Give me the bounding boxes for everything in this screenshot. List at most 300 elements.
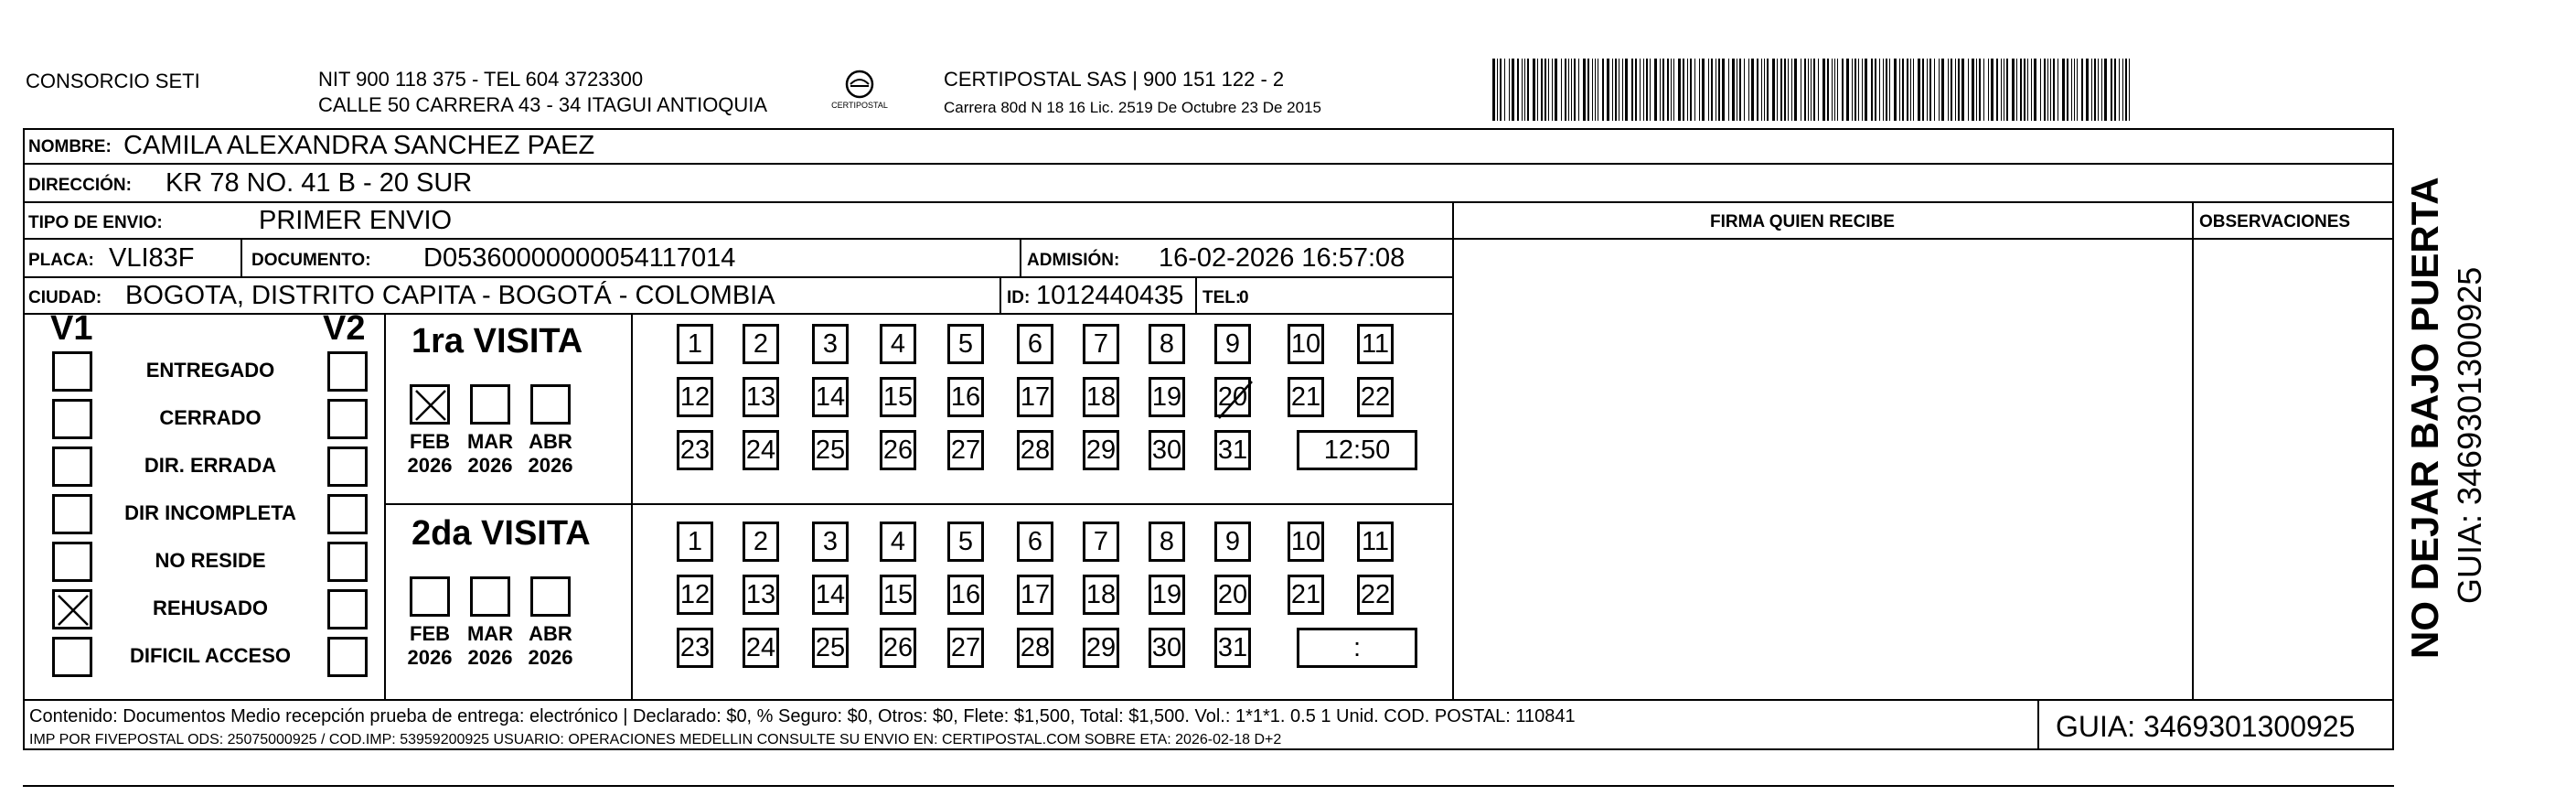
barcode-bar: [2104, 59, 2107, 121]
day-box[interactable]: 29: [1083, 628, 1119, 668]
day-box[interactable]: 13: [743, 575, 779, 615]
day-box[interactable]: 26: [880, 430, 916, 470]
side-guia: GUIA: 3469301300925: [2451, 266, 2488, 604]
barcode-bar: [2125, 59, 2127, 121]
barcode-bar: [2050, 59, 2051, 121]
barcode-bar: [1972, 59, 1974, 121]
time-box[interactable]: :: [1297, 628, 1417, 668]
day-box[interactable]: 16: [947, 377, 984, 417]
barcode-bar: [1822, 59, 1825, 121]
status-label: DIR. ERRADA: [144, 454, 277, 477]
v2-checkbox[interactable]: [327, 399, 368, 439]
day-box[interactable]: 6: [1017, 324, 1053, 364]
barcode-bar: [2071, 59, 2072, 121]
day-box[interactable]: 6: [1017, 522, 1053, 562]
day-box[interactable]: 14: [812, 377, 849, 417]
barcode-bar: [1504, 59, 1505, 121]
v1-label: V1: [50, 309, 93, 348]
imp-text: IMP POR FIVEPOSTAL ODS: 25075000925 / COD.IMP: 53959200925 USUARIO: OPERACIONES MEDELLIN CONSULTE SU ENVIO EN: CERTIPOSTAL.COM SOBRE ETA: 2026-02-18 D+2: [29, 732, 1282, 748]
admision-label: ADMISIÓN:: [1027, 251, 1120, 270]
barcode-bar: [1862, 59, 1863, 121]
barcode-bar: [1654, 59, 1657, 121]
month-label: FEB: [410, 430, 450, 453]
barcode-bar: [2094, 59, 2096, 121]
barcode-bar: [1818, 59, 1819, 121]
nombre-value: CAMILA ALEXANDRA SANCHEZ PAEZ: [123, 131, 595, 160]
barcode-bar: [1718, 59, 1720, 121]
barcode-bar: [1794, 59, 1797, 121]
tel-label: TEL:: [1202, 288, 1242, 307]
barcode-bar: [1683, 59, 1684, 121]
day-box[interactable]: 10: [1288, 324, 1324, 364]
barcode-bar: [1813, 59, 1815, 121]
day-box[interactable]: 3: [812, 522, 849, 562]
barcode-bar: [1687, 59, 1688, 121]
logo-text: CERTIPOSTAL: [831, 101, 888, 110]
barcode-bar: [1883, 59, 1884, 121]
barcode-bar: [1524, 59, 1525, 121]
barcode-bar: [2031, 59, 2032, 121]
barcode-bar: [1784, 59, 1786, 121]
barcode-bar: [1918, 59, 1920, 121]
month-label: MAR: [466, 622, 514, 645]
barcode-bar: [1886, 59, 1887, 121]
barcode-bar: [1631, 59, 1633, 121]
barcode-bar: [1602, 59, 1604, 121]
placa-divider: [240, 240, 242, 276]
barcode-bar: [1640, 59, 1641, 121]
v2-label: V2: [323, 309, 366, 348]
day-box[interactable]: 31: [1214, 628, 1251, 668]
barcode-bar: [1728, 59, 1729, 121]
direccion-row: [23, 165, 2394, 203]
barcode-bar: [1968, 59, 1969, 121]
barcode-bar: [1852, 59, 1853, 121]
barcode-bar: [1834, 59, 1835, 121]
day-box[interactable]: 5: [947, 522, 984, 562]
day-box[interactable]: 25: [812, 430, 849, 470]
barcode-bar: [2077, 59, 2078, 121]
barcode-bar: [2111, 59, 2112, 121]
month-label: ABR: [529, 622, 572, 645]
barcode-bar: [1667, 59, 1669, 121]
barcode-bar: [1894, 59, 1897, 121]
barcode-bar: [1587, 59, 1589, 121]
barcode-bar: [2074, 59, 2075, 121]
barcode-bar: [1983, 59, 1984, 121]
barcode-bar: [2047, 59, 2048, 121]
status-divider: [384, 315, 386, 699]
day-box[interactable]: 30: [1149, 628, 1185, 668]
barcode-bar: [2044, 59, 2046, 121]
barcode-bar: [1732, 59, 1735, 121]
certipostal-line: CERTIPOSTAL SAS | 900 151 122 - 2: [944, 68, 1285, 91]
tipo-label: TIPO DE ENVIO:: [28, 213, 163, 232]
day-box[interactable]: 19: [1149, 575, 1185, 615]
barcode-bar: [1739, 59, 1741, 121]
barcode-bar: [1865, 59, 1867, 121]
barcode-bar: [1527, 59, 1529, 121]
v1-checkbox[interactable]: [52, 399, 92, 439]
day-box[interactable]: 14: [812, 575, 849, 615]
observaciones-box[interactable]: [2192, 240, 2394, 699]
contenido-text: Contenido: Documentos Medio recepción prueba de entrega: electrónico | Declarado: $0, % Seguro: $0, Otros: $0, Flete: $1,500, Total: $1,500. Vol.: 1*1*1. 0.5 1 Unid. COD. POSTAL: 110841: [29, 706, 1576, 726]
month-label: ABR: [529, 430, 572, 453]
v2-checkbox[interactable]: [327, 446, 368, 487]
month-checkbox[interactable]: [410, 576, 450, 617]
barcode-bar: [1961, 59, 1964, 121]
admision-divider: [1020, 240, 1021, 276]
day-box[interactable]: 2: [743, 522, 779, 562]
status-label: REHUSADO: [153, 597, 268, 619]
barcode-bar: [1694, 59, 1695, 121]
barcode-bar: [1871, 59, 1873, 121]
status-label: DIR INCOMPLETA: [124, 501, 296, 524]
barcode-bar: [1875, 59, 1876, 121]
barcode-bar: [1552, 59, 1553, 121]
v2-checkbox[interactable]: [327, 494, 368, 534]
day-box[interactable]: 10: [1288, 522, 1324, 562]
bottom-rule: [23, 785, 2394, 787]
barcode-bar: [1808, 59, 1809, 121]
status-label: ENTREGADO: [145, 359, 275, 382]
day-box[interactable]: 11: [1357, 324, 1394, 364]
day-box[interactable]: 24: [743, 430, 779, 470]
placa-label: PLACA:: [28, 251, 94, 270]
day-box[interactable]: 2: [743, 324, 779, 364]
barcode-bar: [1767, 59, 1769, 121]
day-box[interactable]: 23: [677, 430, 713, 470]
month-year: 2026: [467, 646, 513, 669]
barcode-bar: [1804, 59, 1806, 121]
day-box[interactable]: 1: [677, 324, 713, 364]
barcode-bar: [1934, 59, 1935, 121]
day-box[interactable]: 17: [1017, 377, 1053, 417]
day-box[interactable]: 5: [947, 324, 984, 364]
barcode-bar: [1927, 59, 1928, 121]
certipostal-logo: [828, 68, 892, 113]
barcode-bar: [1976, 59, 1977, 121]
barcode-bar: [1837, 59, 1838, 121]
v2-checkbox[interactable]: [327, 637, 368, 677]
barcode-bar: [1574, 59, 1576, 121]
guia-divider: [2037, 699, 2039, 750]
barcode-bar: [2024, 59, 2026, 121]
barcode-bar: [2067, 59, 2068, 121]
documento-label: DOCUMENTO:: [251, 251, 371, 270]
barcode-bar: [1517, 59, 1519, 121]
barcode-bar: [1939, 59, 1940, 121]
v2-checkbox[interactable]: [327, 542, 368, 582]
barcode-bar: [1827, 59, 1829, 121]
day-box[interactable]: 8: [1149, 522, 1185, 562]
barcode-bar: [1571, 59, 1572, 121]
barcode-bar: [1533, 59, 1535, 121]
barcode-bar: [2016, 59, 2017, 121]
status-label: CERRADO: [159, 406, 262, 429]
day-box[interactable]: 12: [677, 575, 713, 615]
day-box[interactable]: 7: [1083, 522, 1119, 562]
barcode-bar: [2129, 59, 2130, 121]
barcode-bar: [1699, 59, 1700, 121]
barcode-bar: [1955, 59, 1956, 121]
month-checkbox[interactable]: [470, 384, 510, 425]
barcode-bar: [1555, 59, 1557, 121]
barcode-bar: [1635, 59, 1637, 121]
day-box[interactable]: 11: [1357, 522, 1394, 562]
placa-row: [23, 240, 1452, 278]
tipo-row: [23, 203, 1452, 240]
day-box[interactable]: 31: [1214, 430, 1251, 470]
day-box[interactable]: 27: [947, 430, 984, 470]
month-year: 2026: [528, 454, 573, 477]
day-box[interactable]: 13: [743, 377, 779, 417]
barcode-bar: [1929, 59, 1931, 121]
nit-line: NIT 900 118 375 - TEL 604 3723300: [318, 68, 644, 91]
v1-checkbox[interactable]: [52, 494, 92, 534]
barcode-bar: [2098, 59, 2099, 121]
day-box[interactable]: 4: [880, 324, 916, 364]
barcode-bar: [1512, 59, 1514, 121]
day-box[interactable]: 18: [1083, 377, 1119, 417]
barcode-bar: [1561, 59, 1562, 121]
day-box[interactable]: 19: [1149, 377, 1185, 417]
v2-checkbox[interactable]: [327, 589, 368, 629]
barcode-bar: [1643, 59, 1644, 121]
barcode-bar: [1492, 59, 1495, 121]
day-box[interactable]: 4: [880, 522, 916, 562]
barcode-bar: [1979, 59, 1981, 121]
nombre-label: NOMBRE:: [28, 137, 112, 156]
side-warning: NO DEJAR BAJO PUERTA: [2403, 177, 2446, 659]
barcode-bar: [1846, 59, 1849, 121]
visit1-title: 1ra VISITA: [412, 322, 583, 360]
barcode-bar: [2119, 59, 2120, 121]
v1-checkbox[interactable]: [52, 589, 92, 629]
barcode-bar: [1941, 59, 1944, 121]
barcode-bar: [1858, 59, 1859, 121]
barcode-bar: [1991, 59, 1993, 121]
month-checkbox[interactable]: [530, 576, 571, 617]
barcode-bar: [2122, 59, 2123, 121]
day-box[interactable]: 22: [1357, 575, 1394, 615]
month-checkbox[interactable]: [530, 384, 571, 425]
barcode-bar: [1678, 59, 1681, 121]
barcode-bar: [1622, 59, 1623, 121]
barcode-bar: [2101, 59, 2102, 121]
v1-checkbox[interactable]: [52, 351, 92, 392]
ciudad-label: CIUDAD:: [28, 288, 102, 307]
barcode-bar: [1811, 59, 1812, 121]
barcode-bar: [2001, 59, 2002, 121]
barcode-bar: [1958, 59, 1960, 121]
visit2-title: 2da VISITA: [412, 514, 591, 553]
barcode-bar: [1578, 59, 1579, 121]
ciudad-value: BOGOTA, DISTRITO CAPITA - BOGOTÁ - COLOMBIA: [125, 281, 775, 310]
barcode-bar: [1777, 59, 1778, 121]
barcode-bar: [1910, 59, 1911, 121]
visit-divider: [384, 503, 1452, 505]
barcode-bar: [1772, 59, 1775, 121]
barcode-bar: [2027, 59, 2028, 121]
barcode-bar: [1889, 59, 1890, 121]
id-divider: [999, 278, 1001, 313]
barcode-bar: [1522, 59, 1523, 121]
day-box[interactable]: 1: [677, 522, 713, 562]
day-box[interactable]: 25: [812, 628, 849, 668]
barcode-bar: [1764, 59, 1765, 121]
barcode-bar: [1607, 59, 1609, 121]
day-box[interactable]: 28: [1017, 628, 1053, 668]
day-box[interactable]: 30: [1149, 430, 1185, 470]
day-box[interactable]: 9: [1214, 324, 1251, 364]
barcode-bar: [1791, 59, 1792, 121]
barcode-bar: [1761, 59, 1762, 121]
direccion-value: KR 78 NO. 41 B - 20 SUR: [166, 168, 473, 198]
time-box[interactable]: 12:50: [1297, 430, 1417, 470]
tipo-value: PRIMER ENVIO: [259, 206, 453, 235]
barcode-bar: [1832, 59, 1833, 121]
footer-guia: GUIA: 3469301300925: [2056, 710, 2356, 743]
barcode-bar: [1500, 59, 1502, 121]
tel-divider: [1195, 278, 1197, 313]
id-label: ID:: [1007, 288, 1031, 307]
id-value: 1012440435: [1036, 281, 1184, 310]
status-label: NO RESIDE: [155, 549, 266, 572]
day-box[interactable]: 24: [743, 628, 779, 668]
placa-value: VLI83F: [109, 243, 195, 273]
barcode-bar: [1708, 59, 1709, 121]
barcode-bar: [2114, 59, 2116, 121]
barcode-bar: [1913, 59, 1914, 121]
day-box[interactable]: 3: [812, 324, 849, 364]
day-box[interactable]: 16: [947, 575, 984, 615]
barcode-bar: [1660, 59, 1661, 121]
barcode-bar: [1646, 59, 1648, 121]
barcode-bar: [2081, 59, 2083, 121]
day-box[interactable]: 28: [1017, 430, 1053, 470]
day-box[interactable]: 23: [677, 628, 713, 668]
day-box[interactable]: 12: [677, 377, 713, 417]
day-box[interactable]: 15: [880, 377, 916, 417]
barcode-bar: [1673, 59, 1674, 121]
barcode-bar: [2086, 59, 2089, 121]
barcode-bar: [1592, 59, 1593, 121]
barcode-bar: [2091, 59, 2092, 121]
v1-checkbox[interactable]: [52, 446, 92, 487]
v1-checkbox[interactable]: [52, 637, 92, 677]
day-box[interactable]: 20: [1214, 377, 1251, 417]
v1-checkbox[interactable]: [52, 542, 92, 582]
documento-value: D05360000000054117014: [423, 243, 736, 273]
ciudad-row: [23, 278, 1452, 315]
month-label: MAR: [466, 430, 514, 453]
day-box[interactable]: 7: [1083, 324, 1119, 364]
barcode-bar: [1899, 59, 1900, 121]
day-box[interactable]: 17: [1017, 575, 1053, 615]
barcode: [1492, 59, 2132, 121]
day-box[interactable]: 18: [1083, 575, 1119, 615]
month-label: FEB: [410, 622, 450, 645]
barcode-bar: [1996, 59, 1998, 121]
barcode-bar: [1671, 59, 1672, 121]
barcode-bar: [2034, 59, 2036, 121]
direccion-label: DIRECCIÓN:: [28, 176, 132, 195]
day-box[interactable]: 9: [1214, 522, 1251, 562]
month-year: 2026: [407, 454, 453, 477]
day-box[interactable]: 21: [1288, 377, 1324, 417]
barcode-bar: [1545, 59, 1546, 121]
barcode-bar: [1907, 59, 1908, 121]
barcode-bar: [1748, 59, 1749, 121]
firma-box[interactable]: [1452, 240, 2192, 699]
barcode-bar: [1497, 59, 1498, 121]
barcode-bar: [2053, 59, 2055, 121]
barcode-bar: [1948, 59, 1949, 121]
barcode-bar: [1690, 59, 1692, 121]
barcode-bar: [1702, 59, 1705, 121]
month-year: 2026: [528, 646, 573, 669]
license-line: Carrera 80d N 18 16 Lic. 2519 De Octubre 23 De 2015: [944, 99, 1321, 116]
day-box[interactable]: 20: [1214, 575, 1251, 615]
barcode-bar: [1548, 59, 1549, 121]
day-box[interactable]: 22: [1357, 377, 1394, 417]
barcode-bar: [1902, 59, 1904, 121]
barcode-bar: [1541, 59, 1543, 121]
barcode-bar: [1751, 59, 1754, 121]
firma-label: FIRMA QUIEN RECIBE: [1710, 212, 1895, 231]
barcode-bar: [1842, 59, 1844, 121]
barcode-bar: [1951, 59, 1952, 121]
day-box[interactable]: 15: [880, 575, 916, 615]
barcode-bar: [1595, 59, 1596, 121]
barcode-bar: [1565, 59, 1566, 121]
barcode-bar: [1650, 59, 1651, 121]
barcode-bar: [1855, 59, 1856, 121]
barcode-bar: [1757, 59, 1758, 121]
admision-value: 16-02-2026 16:57:08: [1159, 243, 1406, 273]
day-box[interactable]: 29: [1083, 430, 1119, 470]
nombre-row: [23, 128, 2394, 165]
months-divider: [631, 315, 633, 699]
barcode-bar: [1744, 59, 1745, 121]
barcode-bar: [1612, 59, 1613, 121]
barcode-bar: [1788, 59, 1789, 121]
month-checkbox[interactable]: [470, 576, 510, 617]
observaciones-label: OBSERVACIONES: [2199, 212, 2351, 231]
month-checkbox[interactable]: [410, 384, 450, 425]
barcode-bar: [1711, 59, 1713, 121]
tel-value: 0: [1239, 288, 1249, 307]
month-year: 2026: [467, 454, 513, 477]
day-box[interactable]: 27: [947, 628, 984, 668]
barcode-bar: [1537, 59, 1538, 121]
barcode-bar: [1583, 59, 1586, 121]
day-box[interactable]: 26: [880, 628, 916, 668]
barcode-bar: [1615, 59, 1617, 121]
day-box[interactable]: 8: [1149, 324, 1185, 364]
status-label: DIFICIL ACCESO: [129, 644, 291, 667]
barcode-bar: [1625, 59, 1628, 121]
v2-checkbox[interactable]: [327, 351, 368, 392]
barcode-bar: [2012, 59, 2015, 121]
barcode-bar: [2006, 59, 2008, 121]
barcode-bar: [1780, 59, 1782, 121]
day-box[interactable]: 21: [1288, 575, 1324, 615]
barcode-bar: [1662, 59, 1664, 121]
barcode-bar: [1988, 59, 1989, 121]
company-name: CONSORCIO SETI: [26, 70, 200, 92]
